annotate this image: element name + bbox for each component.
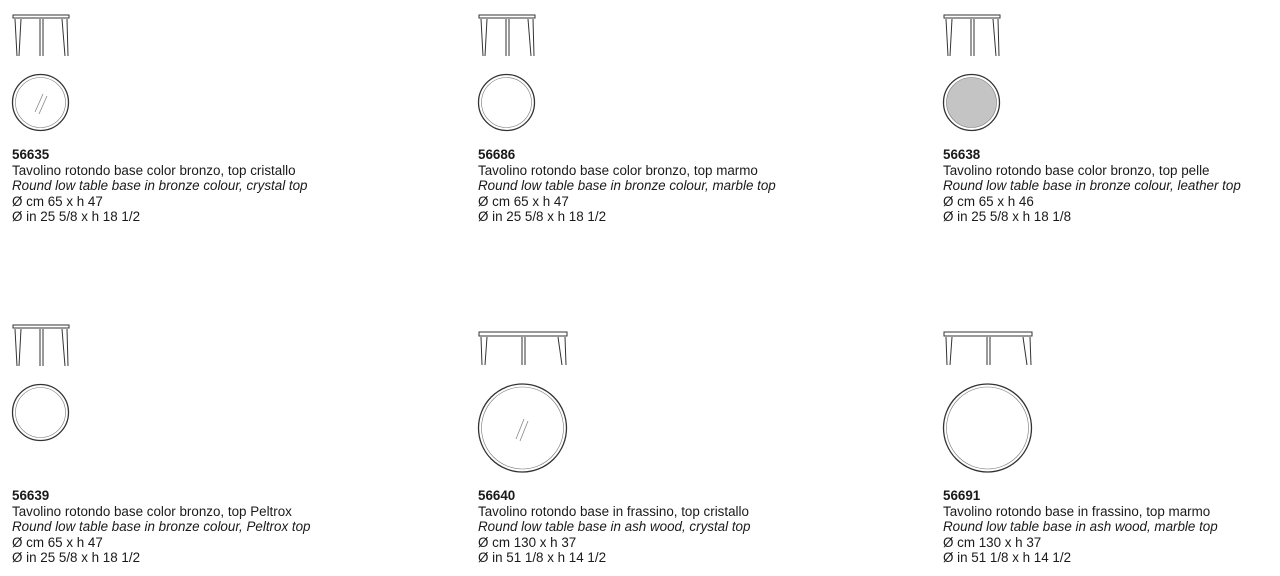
table-drawing [12,14,82,134]
small-table-icon [478,14,548,134]
description-it: Tavolino rotondo base color bronzo, top cristallo [12,162,296,178]
small-table-icon [12,324,82,444]
product-code: 56691 [943,488,981,503]
dimensions-cm: Ø cm 130 x h 37 [943,534,1042,550]
table-drawing [478,331,578,481]
description-en: Round low table base in ash wood, crystal top [478,519,751,534]
large-table-icon [478,331,578,481]
table-drawing [12,324,82,444]
dimensions-cm: Ø cm 65 x h 47 [12,534,103,550]
description-it: Tavolino rotondo base color bronzo, top Peltrox [12,503,292,519]
dimensions-cm: Ø cm 65 x h 46 [943,193,1034,209]
dimensions-in: Ø in 25 5/8 x h 18 1/2 [478,209,607,224]
product-code: 56639 [12,488,50,503]
small-table-icon [943,14,1013,134]
table-drawing [943,14,1013,134]
leather-top-fill [947,78,997,128]
dimensions-in: Ø in 25 5/8 x h 18 1/8 [943,209,1072,224]
dimensions-in: Ø in 25 5/8 x h 18 1/2 [12,209,141,224]
dimensions-in: Ø in 51 1/8 x h 14 1/2 [478,550,607,565]
table-drawing [478,14,548,134]
dimensions-cm: Ø cm 130 x h 37 [478,534,577,550]
description-en: Round low table base in bronze colour, leather top [943,178,1241,193]
dimensions-in: Ø in 51 1/8 x h 14 1/2 [943,550,1072,565]
description-en: Round low table base in bronze colour, marble top [478,178,776,193]
product-code: 56640 [478,488,516,503]
description-it: Tavolino rotondo base color bronzo, top marmo [478,162,758,178]
large-table-icon [943,331,1043,481]
product-code: 56686 [478,147,516,162]
small-table-icon [12,14,82,134]
product-code: 56638 [943,147,981,162]
description-en: Round low table base in bronze colour, Peltrox top [12,519,311,534]
product-code: 56635 [12,147,50,162]
description-it: Tavolino rotondo base color bronzo, top pelle [943,162,1210,178]
dimensions-in: Ø in 25 5/8 x h 18 1/2 [12,550,141,565]
description-it: Tavolino rotondo base in frassino, top cristallo [478,503,749,519]
description-en: Round low table base in ash wood, marble top [943,519,1218,534]
description-en: Round low table base in bronze colour, crystal top [12,178,308,193]
description-it: Tavolino rotondo base in frassino, top marmo [943,503,1211,519]
dimensions-cm: Ø cm 65 x h 47 [12,193,103,209]
table-drawing [943,331,1043,481]
dimensions-cm: Ø cm 65 x h 47 [478,193,569,209]
